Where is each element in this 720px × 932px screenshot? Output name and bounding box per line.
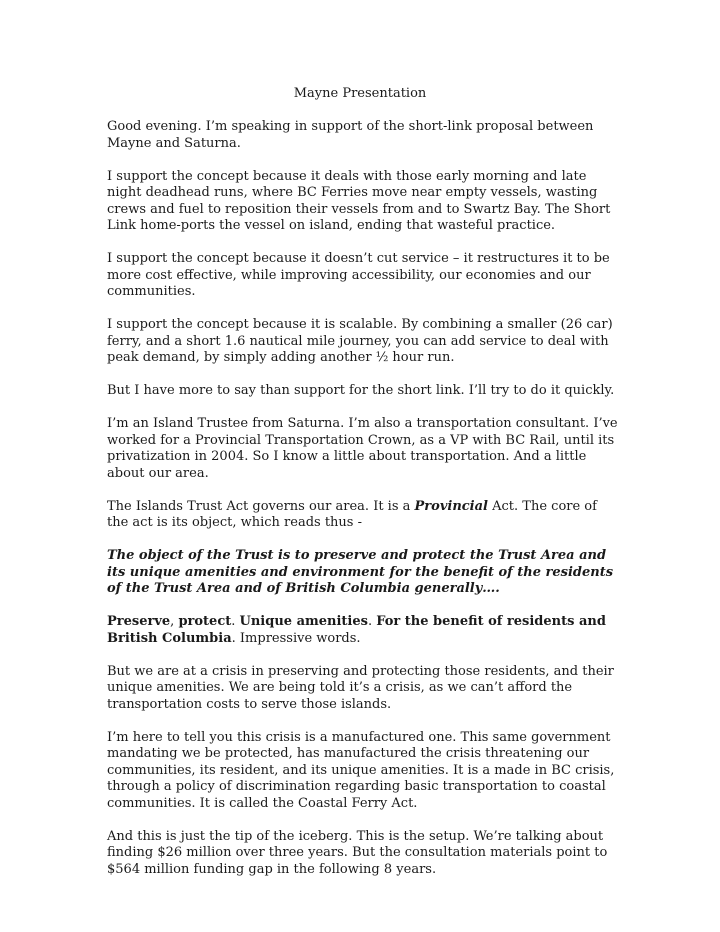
paragraph-impressive-words — [107, 614, 621, 647]
text-run: . Impressive words. — [231, 630, 361, 646]
text-run: , — [170, 614, 179, 629]
paragraph-iceberg: And this is just the tip of the iceberg. This is the setup. We’re talking about finding $26 million over three years. But the consultation materials point to $564 million funding gap in the following 8 years. — [107, 828, 608, 877]
paragraph-crisis: But we are at a crisis in preserving and protecting those residents, and their unique amenities. We are being told it’s a crisis, as we can’t afford the transportation costs to serve those islands. — [107, 663, 614, 712]
text-run: . — [367, 614, 377, 629]
text-run: The Islands Trust Act governs our area. It is a — [107, 498, 415, 514]
emphasis-protect: protect — [178, 614, 232, 629]
text-run: Act. The core of the act is its object, which reads thus - — [107, 498, 597, 530]
paragraph-trust-object-quote: The object of the Trust is to preserve and protect the Trust Area and its unique amenities and environment for the benefit of the residents of the Trust Area and of British Columbia generally…. — [107, 548, 614, 596]
emphasis-preserve: Preserve — [107, 614, 171, 629]
paragraph-deadhead-runs: I support the concept because it deals with those early morning and late night deadhead runs, where BC Ferries move near empty vessels, wasting crews and fuel to reposition their vessels from and to Swartz Bay. The Short Link home-ports the vessel on island, ending that wasteful practice. — [107, 168, 611, 233]
document-body — [107, 119, 621, 895]
paragraph-scalable: I support the concept because it is scalable. By combining a smaller (26 car) ferry, and a short 1.6 nautical mile journey, you can add service to deal with peak demand, by simply adding another ½ hour run. — [107, 317, 613, 365]
paragraph-restructures: I support the concept because it doesn’t cut service – it restructures it to be more cost effective, while improving accessibility, our economies and our communities. — [107, 251, 610, 299]
text-run: . — [231, 614, 240, 629]
emphasis-for-the-benefit: For the benefit of residents and British Columbia — [107, 614, 606, 646]
paragraph-manufactured-crisis: I’m here to tell you this crisis is a manufactured one. This same government mandating we be protected, has manufactured the crisis threatening our communities, its resident, and its unique amenities. It is a made in BC crisis, through a policy of discrimination regarding basic transportation to coastal communities. It is called the Coastal Ferry Act. — [107, 729, 615, 811]
paragraph-islands-trust-act — [107, 499, 621, 532]
paragraph-greeting: Good evening. I’m speaking in support of the short-link proposal between Mayne and Saturna. — [107, 119, 594, 151]
emphasis-unique-amenities: Unique amenities — [239, 614, 368, 629]
paragraph-island-trustee: I’m an Island Trustee from Saturna. I’m also a transportation consultant. I’ve worked for a Provincial Transportation Crown, as a VP with BC Rail, until its privatization in 2004. So I know a little about transportation. And a little about our area. — [107, 416, 618, 481]
page-title: Mayne Presentation — [293, 86, 427, 101]
emphasis-provincial: Provincial — [414, 498, 488, 514]
paragraph-more-to-say: But I have more to say than support for the short link. I’ll try to do it quickly. — [107, 383, 615, 398]
